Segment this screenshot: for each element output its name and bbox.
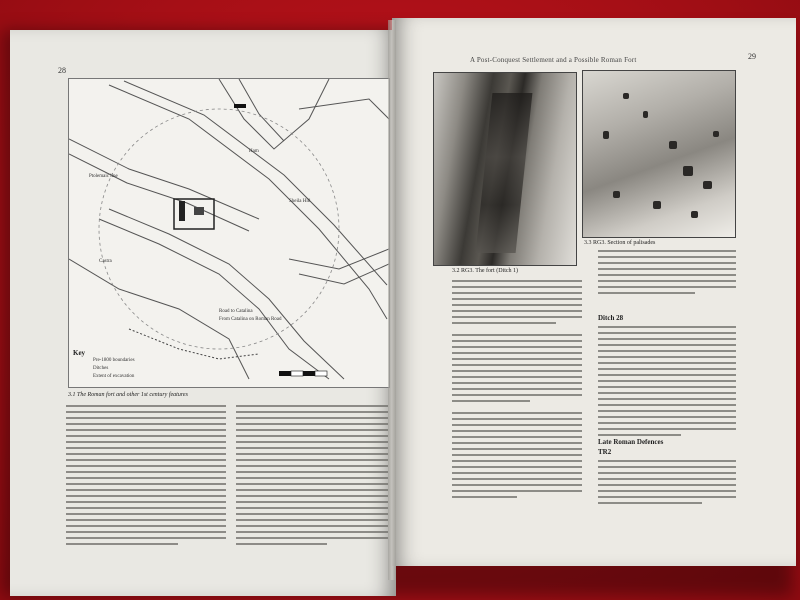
site-map — [68, 78, 390, 388]
map-label-2: From Catalina on Roman Road — [219, 317, 282, 322]
map-label-1: Road to Catalina — [219, 309, 253, 314]
left-text-col-1 — [66, 405, 226, 549]
right-text-col-2 — [598, 250, 736, 298]
photo-caption-right: 3.3 RG3. Section of palisades — [584, 240, 656, 246]
map-key-item-1: Pre-1800 boundaries — [93, 358, 135, 363]
left-page-number: 28 — [58, 66, 66, 75]
right-text-col-1 — [452, 280, 582, 502]
right-text-col-3 — [598, 326, 736, 440]
section-heading-ditch: Ditch 28 — [598, 314, 624, 322]
right-text-col-4 — [598, 460, 736, 508]
section-heading-defences: Late Roman Defences — [598, 438, 664, 446]
book-gutter — [388, 20, 396, 580]
left-text-col-2 — [236, 405, 388, 549]
section-subheading-tr2: TR2 — [598, 448, 612, 456]
excavation-photo-trench — [433, 72, 577, 266]
map-key-title: Key — [73, 349, 86, 357]
figure-caption-left: 3.1 The Roman fort and other 1st century features — [68, 392, 188, 398]
map-drawing — [69, 79, 389, 387]
running-head: A Post-Conquest Settlement and a Possible Roman Fort — [470, 56, 637, 64]
map-label-6: Sheila Hill — [289, 199, 311, 204]
map-label-5: Castra — [99, 259, 112, 264]
right-page-number: 29 — [748, 52, 756, 61]
map-label-3: Ptolemaic line — [89, 174, 118, 179]
excavation-photo-postholes — [582, 70, 736, 238]
map-key-item-2: Ditches — [93, 366, 109, 371]
map-label-4: Ham — [249, 149, 259, 154]
photo-caption-left: 3.2 RG3. The fort (Ditch 1) — [452, 268, 519, 274]
map-key-item-3: Extent of excavation — [93, 374, 135, 379]
